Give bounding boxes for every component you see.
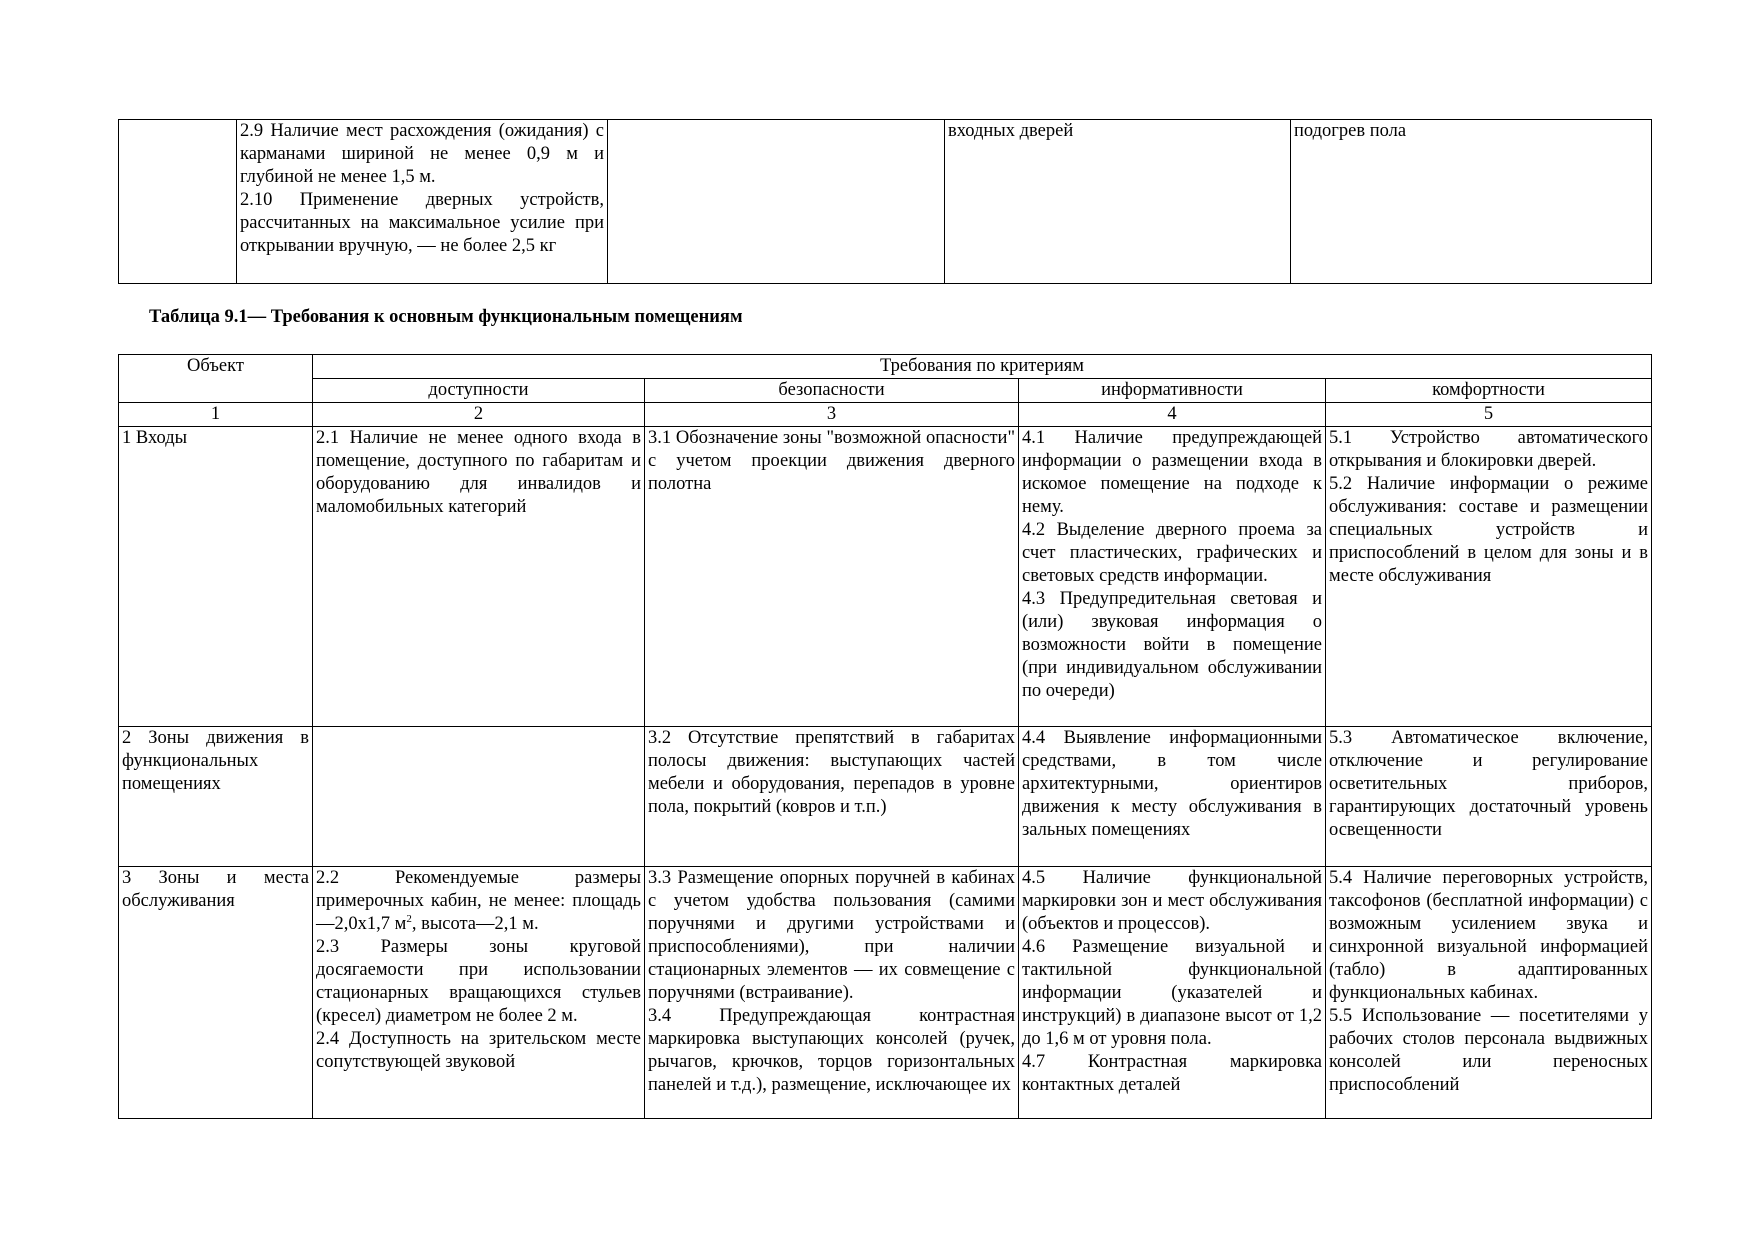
column-number: 4 (1019, 403, 1326, 427)
paragraph: 4.6 Размещение визуальной и тактильной функциональной информации (указателей и инструкций) в диапазоне высот от 1,2 до 1,6 м от уровня пола. (1022, 937, 1322, 1049)
paragraph: 3.1 Обозначение зоны "возможной опасности" с учетом проекции движения дверного полотна (648, 428, 1015, 494)
column-number: 1 (119, 403, 313, 427)
paragraph: 2.9 Наличие мест расхождения (ожидания) с карманами шириной не менее 0,9 м и глубиной не менее 1,5 м. (240, 121, 604, 187)
informativeness-cell (1019, 867, 1326, 1119)
paragraph: 2.3 Размеры зоны круговой досягаемости при использовании стационарных вращающихся стульев (кресел) диаметром не более 2 м. (316, 937, 641, 1026)
paragraph: 4.1 Наличие предупреждающей информации о размещении входа в искомое помещение на подходе к нему. (1022, 428, 1322, 517)
paragraph: подогрев пола (1294, 121, 1407, 141)
header-subrow (119, 379, 1652, 403)
fragment-cell-2 (237, 120, 608, 284)
comfort-cell (1326, 867, 1652, 1119)
paragraph: 3.3 Размещение опорных поручней в кабинах с учетом удобства пользования (самими поручнями и другими устройствами и приспособлениями), при наличии стационарных элементов — их совмещение с поручнями (встраивание). (648, 868, 1015, 1003)
previous-table-fragment (118, 119, 1652, 284)
informativeness-cell (1019, 727, 1326, 867)
paragraph (316, 867, 641, 936)
column-number: 5 (1326, 403, 1652, 427)
fragment-cell-5 (1291, 120, 1652, 284)
fragment-cell-1 (119, 120, 237, 284)
paragraph: 4.4 Выявление информационными средствами, в том числе архитектурными, ориентиров движения к месту обслуживания в зальных помещениях (1022, 728, 1322, 840)
paragraph: 5.5 Использование — посетителями у рабочих столов персонала выдвижных консолей или переносных приспособлений (1329, 1006, 1648, 1095)
header-accessibility: доступности (313, 379, 645, 403)
object-cell: 1 Входы (119, 427, 313, 727)
header-object: Объект (119, 355, 313, 403)
text-run: , высота—2,1 м. (411, 914, 539, 934)
column-number: 2 (313, 403, 645, 427)
safety-cell (645, 427, 1019, 727)
column-number-row (119, 403, 1652, 427)
comfort-cell (1326, 727, 1652, 867)
object-cell: 2 Зоны движения в функциональных помещениях (119, 727, 313, 867)
requirements-table (118, 354, 1652, 1119)
paragraph: 3.2 Отсутствие препятствий в габаритах полосы движения: выступающих частей мебели и оборудования, перепадов в уровне пола, покрытий (ковров и т.п.) (648, 728, 1015, 817)
paragraph: 2.1 Наличие не менее одного входа в помещение, доступного по габаритам и оборудованию для инвалидов и маломобильных категорий (316, 428, 641, 517)
header-row (119, 355, 1652, 379)
comfort-cell (1326, 427, 1652, 727)
paragraph: 3.4 Предупреждающая контрастная маркировка выступающих консолей (ручек, рычагов, крючков, торцов горизонтальных панелей и т.д.), размещение, исключающее их (648, 1006, 1015, 1095)
paragraph: 5.4 Наличие переговорных устройств, таксофонов (бесплатной информации) с возможным усилением звука и синхронной визуальной информацией (табло) в адаптированных функциональных кабинах. (1329, 868, 1648, 1003)
fragment-cell-4 (945, 120, 1291, 284)
object-cell: 3 Зоны и места обслуживания (119, 867, 313, 1119)
text-run: 2.2 Рекомендуемые размеры примерочных кабин, не менее: площадь—2,0x1,7 м (316, 868, 641, 934)
fragment-cell-3 (608, 120, 945, 284)
safety-cell (645, 727, 1019, 867)
header-comfort: комфортности (1326, 379, 1652, 403)
table-row (119, 120, 1652, 284)
safety-cell (645, 867, 1019, 1119)
table-row (119, 867, 1652, 1119)
paragraph: 5.3 Автоматическое включение, отключение и регулирование осветительных приборов, гарантирующих достаточный уровень освещенности (1329, 728, 1648, 840)
accessibility-cell (313, 727, 645, 867)
accessibility-cell (313, 427, 645, 727)
paragraph: 4.3 Предупредительная световая и (или) звуковая информация о возможности войти в помещение (при индивидуальном обслуживании по очереди) (1022, 589, 1322, 701)
table-row (119, 427, 1652, 727)
accessibility-cell (313, 867, 645, 1119)
header-safety: безопасности (645, 379, 1019, 403)
paragraph: 2.10 Применение дверных устройств, рассчитанных на максимальное усилие при открывании вручную, — не более 2,5 кг (240, 190, 604, 256)
paragraph: входных дверей (948, 121, 1074, 141)
paragraph: 4.5 Наличие функциональной маркировки зон и мест обслуживания (объектов и процессов). (1022, 868, 1322, 934)
header-informativeness: информативности (1019, 379, 1326, 403)
paragraph: 4.2 Выделение дверного проема за счет пластических, графических и световых средств информации. (1022, 520, 1322, 586)
table-row (119, 727, 1652, 867)
header-criteria: Требования по критериям (313, 355, 1652, 379)
paragraph: 2.4 Доступность на зрительском месте сопутствующей звуковой (316, 1029, 641, 1072)
paragraph: 5.2 Наличие информации о режиме обслуживания: составе и размещении специальных устройств и приспособлений в целом для зоны и в месте обслуживания (1329, 474, 1648, 586)
superscript: 2 (406, 912, 412, 925)
paragraph: 5.1 Устройство автоматического открывания и блокировки дверей. (1329, 428, 1648, 471)
column-number: 3 (645, 403, 1019, 427)
informativeness-cell (1019, 427, 1326, 727)
paragraph: 4.7 Контрастная маркировка контактных деталей (1022, 1052, 1322, 1095)
table-caption: Таблица 9.1— Требования к основным функциональным помещениям (149, 307, 743, 327)
